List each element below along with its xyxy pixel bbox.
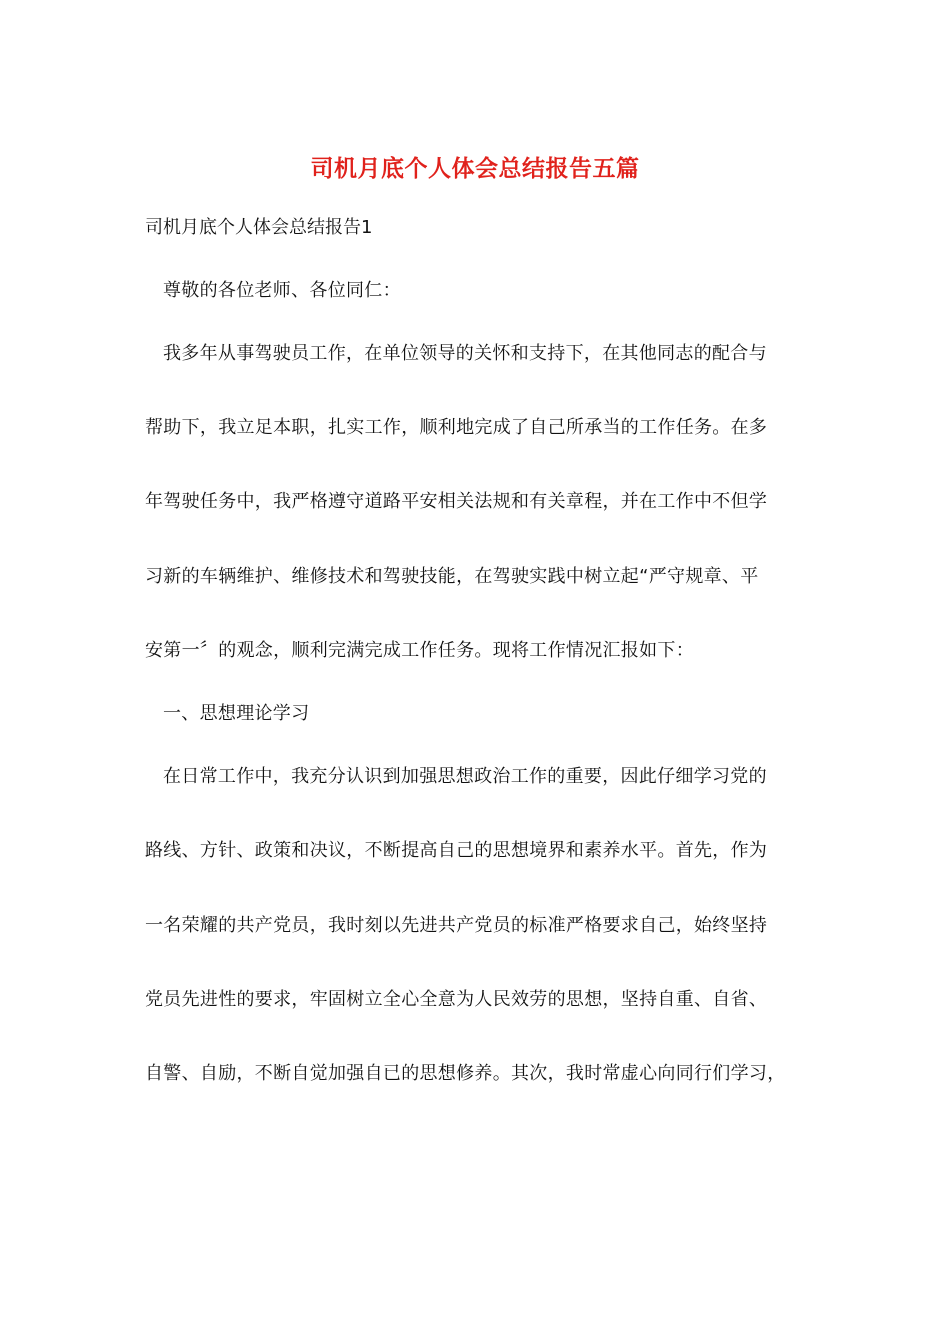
paragraph-line: 党员先进性的要求，牢固树立全心全意为人民效劳的思想，坚持自重、自省、: [145, 989, 768, 1010]
paragraph-line: 路线、方针、政策和决议，不断提高自己的思想境界和素养水平。首先，作为: [145, 840, 768, 861]
section-heading: 司机月底个人体会总结报告1: [145, 217, 373, 238]
paragraph-line: 帮助下，我立足本职，扎实工作，顺利地完成了自己所承当的工作任务。在多: [145, 417, 768, 438]
salutation-line: 尊敬的各位老师、各位同仁：: [163, 280, 401, 301]
paragraph-line: 一名荣耀的共产党员，我时刻以先进共产党员的标准严格要求自己，始终坚持: [145, 915, 768, 936]
paragraph-line: 安第一〞的观念，顺利完满完成工作任务。现将工作情况汇报如下：: [145, 640, 694, 661]
paragraph-line: 自警、自励，不断自觉加强自已的思想修养。其次，我时常虚心向同行们学习，: [145, 1063, 786, 1084]
paragraph-line: 在日常工作中，我充分认识到加强思想政治工作的重要，因此仔细学习党的: [163, 766, 767, 787]
paragraph-line: 习新的车辆维护、维修技术和驾驶技能，在驾驶实践中树立起“严守规章、平: [145, 566, 759, 587]
paragraph-line: 年驾驶任务中，我严格遵守道路平安相关法规和有关章程，并在工作中不但学: [145, 491, 768, 512]
document-title: 司机月底个人体会总结报告五篇: [310, 155, 640, 182]
paragraph-line: 我多年从事驾驶员工作，在单位领导的关怀和支持下，在其他同志的配合与: [163, 343, 767, 364]
section-heading-line: 一、思想理论学习: [163, 703, 310, 724]
